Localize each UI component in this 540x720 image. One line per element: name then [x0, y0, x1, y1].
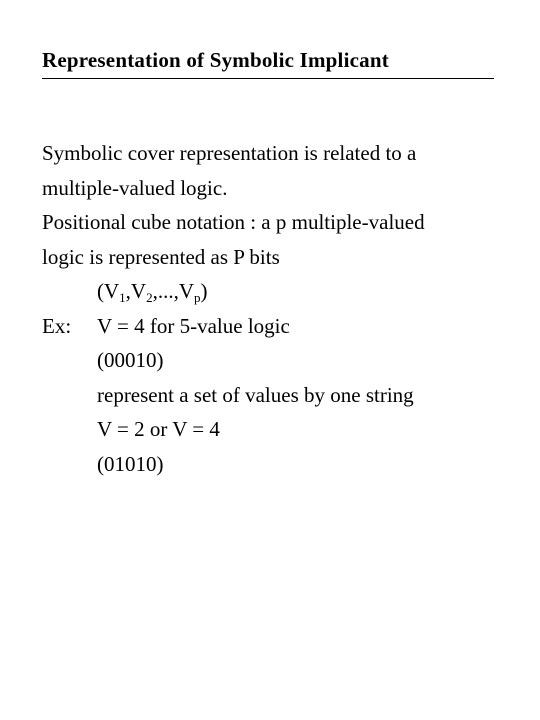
tuple-subscript-2: 2 [146, 290, 153, 305]
positional-tuple [42, 274, 512, 309]
body-line: Positional cube notation : a p multiple-valued [42, 210, 425, 234]
example-line: (00010) [97, 348, 164, 372]
example-line: (01010) [97, 451, 164, 476]
example-line [42, 309, 512, 344]
body-line: Symbolic cover representation is related to a [42, 141, 417, 165]
body-line: logic is represented as P bits [42, 244, 280, 269]
tuple-close: ) [200, 279, 208, 303]
tuple-open: (V [97, 279, 120, 303]
slide-body [42, 136, 512, 481]
example-text: V = 4 for 5-value logic [97, 313, 290, 338]
body-line: multiple-valued logic. [42, 175, 228, 200]
example-line: V = 2 or V = 4 [97, 417, 220, 441]
tuple-sep-1: ,V [125, 279, 147, 303]
slide-title: Representation of Symbolic Implicant [42, 48, 389, 72]
example-line: represent a set of values by one string [97, 382, 414, 407]
tuple-subscript-1: 1 [119, 290, 126, 305]
title-underline [42, 78, 494, 79]
tuple-middle: ,...,V [152, 279, 195, 303]
example-label: Ex: [42, 313, 72, 338]
tuple-subscript-p: p [194, 290, 201, 305]
